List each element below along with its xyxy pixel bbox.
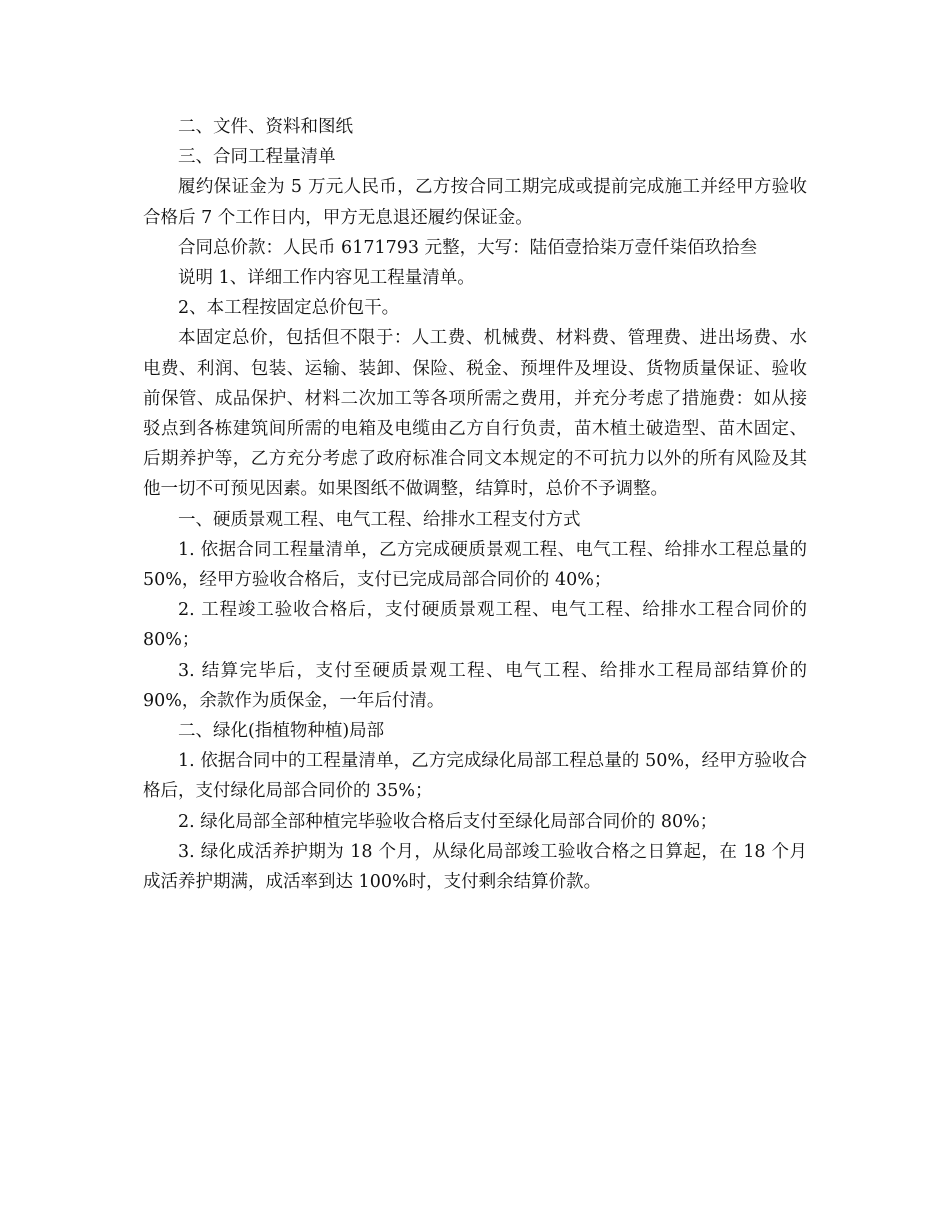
list-item-greening-1: 1. 依据合同中的工程量清单，乙方完成绿化局部工程总量的 50%，经甲方验收合格后，支付绿化局部合同价的 35%； (143, 751, 807, 802)
paragraph-performance-bond: 履约保证金为 5 万元人民币，乙方按合同工期完成或提前完成施工并经甲方验收合格后 7 个工作日内，甲方无息退还履约保证金。 (143, 177, 807, 228)
document-body (143, 112, 807, 897)
paragraph-note-1: 说明 1、详细工作内容见工程量清单。 (178, 268, 475, 289)
list-item-greening-3: 3. 绿化成活养护期为 18 个月，从绿化局部竣工验收合格之日算起，在 18 个月成活养护期满，成活率到达 100%时，支付剩余结算价款。 (143, 841, 807, 893)
paragraph-fixed-price-scope: 本固定总价，包括但不限于：人工费、机械费、材料费、管理费、进出场费、水电费、利润、包装、运输、装卸、保险、税金、预埋件及埋设、货物质量保证、验收前保管、成品保护、材料二次加工等各项所需之费用，并充分考虑了措施费：如从接驳点到各栋建筑间所需的电箱及电缆由乙方自行负责，苗木植土破造型、苗木固定、后期养护等，乙方充分考虑了政府标准合同文本规定的不可抗力以外的所有风险及其他一切不可预见因素。如果图纸不做调整，结算时，总价不予调整。 (143, 328, 807, 500)
list-item-hardscape-1: 1. 依据合同工程量清单，乙方完成硬质景观工程、电气工程、给排水工程总量的 50%，经甲方验收合格后，支付已完成局部合同价的 40%； (143, 539, 807, 591)
section-heading-bill-of-quantities: 三、合同工程量清单 (178, 147, 336, 168)
list-item-hardscape-3: 3. 结算完毕后，支付至硬质景观工程、电气工程、给排水工程局部结算价的 90%，余款作为质保金，一年后付清。 (143, 660, 807, 711)
section-heading-documents: 二、文件、资料和图纸 (178, 117, 353, 137)
paragraph-contract-total: 合同总价款：人民币 6171793 元整，大写：陆佰壹拾柒万壹仟柒佰玖拾叁 (178, 237, 758, 258)
section-heading-greening: 二、绿化(指植物种植)局部 (178, 721, 385, 742)
section-heading-hardscape-payment: 一、硬质景观工程、电气工程、给排水工程支付方式 (178, 509, 581, 530)
paragraph-note-2: 2、本工程按固定总价包干。 (178, 298, 400, 319)
list-item-hardscape-2: 2. 工程竣工验收合格后，支付硬质景观工程、电气工程、给排水工程合同价的 80%； (143, 600, 807, 651)
list-item-greening-2: 2. 绿化局部全部种植完毕验收合格后支付至绿化局部合同价的 80%； (178, 811, 718, 832)
